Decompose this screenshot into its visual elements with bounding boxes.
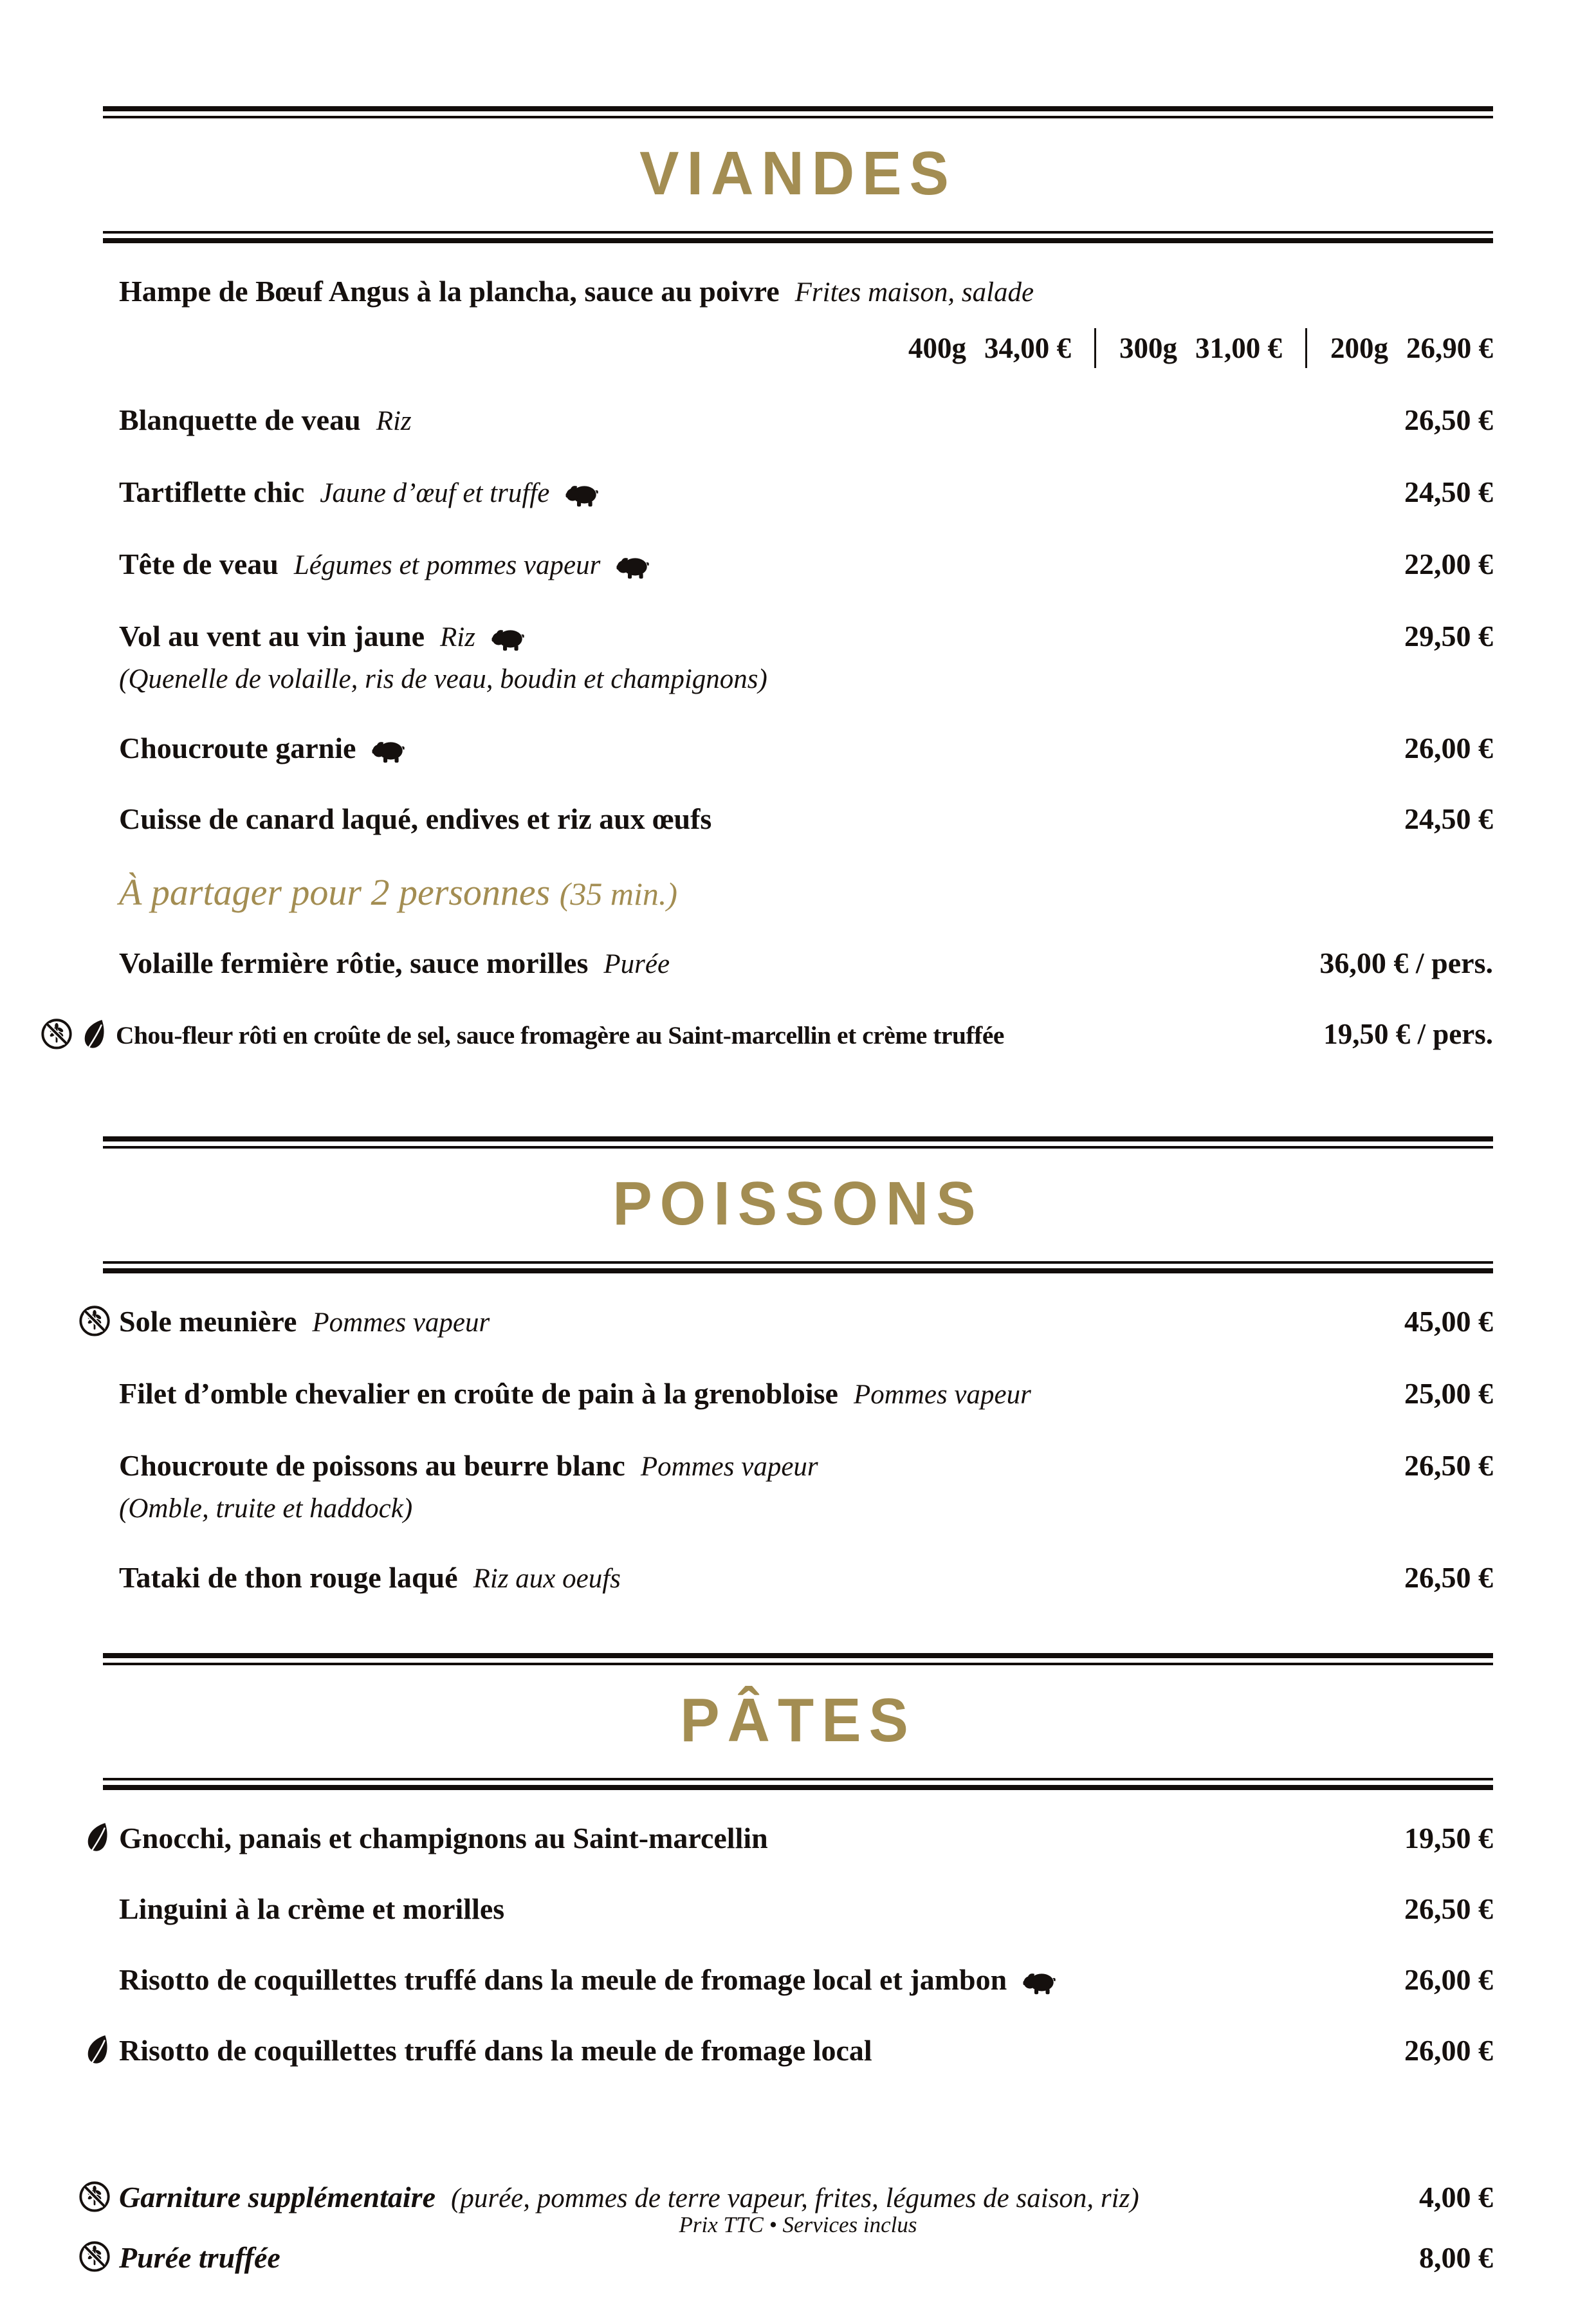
item-text [119,546,1404,584]
price-variant [908,331,1071,365]
variant-weight: 200g [1330,332,1388,364]
item-price: 26,50 € [1404,1449,1493,1482]
variant-weight: 400g [908,332,966,364]
item-row [119,546,1493,584]
item-row [119,618,1493,656]
item-garnish: Légumes et pommes vapeur [293,550,601,580]
item-text [119,1820,1404,1857]
item-text [119,474,1404,512]
item-price: 24,50 € [1404,476,1493,508]
price-per-person: / pers. [1408,947,1493,979]
item-row [116,1017,1493,1054]
dietary-icons [34,2240,111,2273]
menu-item [119,273,1493,368]
item-name: Hampe de Bœuf Angus à la plancha, sauce au poivre [119,275,780,308]
section-pates [103,1653,1493,2277]
item-price: 26,50 € [1404,1561,1493,1594]
item-price: 26,50 € [1404,1892,1493,1925]
item-garnish: Riz aux oeufs [473,1564,621,1594]
spacer [119,2103,1493,2179]
menu-item [119,474,1493,512]
item-text [119,273,1493,311]
section-rule-top [103,106,1493,118]
leaf-icon [84,2033,111,2065]
section-rule-bottom [103,1261,1493,1273]
item-name: Cuisse de canard laqué, endives et riz aux œufs [119,802,712,835]
section-rule-top [103,1136,1493,1149]
menu-item [119,730,1493,767]
menu-item [119,2179,1493,2217]
item-row [119,402,1493,440]
item-garnish: Riz [440,622,475,652]
item-garnish: Pommes vapeur [312,1307,490,1338]
variant-price: 26,90 € [1406,332,1493,364]
item-row [119,730,1493,767]
item-text [119,1961,1404,1999]
dietary-icons [31,1017,108,1051]
item-price: 25,00 € [1404,1377,1493,1410]
item-name: Purée truffée [119,2241,280,2274]
item-price: 26,00 € [1404,2034,1493,2067]
variant-weight: 300g [1119,332,1177,364]
dietary-icons [34,2180,111,2213]
item-row [119,1559,1493,1598]
section-rule-bottom [103,231,1493,243]
menu-item [119,1559,1493,1598]
item-row [119,945,1493,983]
item-row [119,1961,1493,1999]
item-name: Tataki de thon rouge laqué [119,1561,458,1594]
item-garnish: Jaune d’œuf et truffe [320,478,550,508]
item-text [116,1017,1323,1054]
menu-item [119,402,1493,440]
share-subheading-note: (35 min.) [559,876,678,912]
section-items [103,1273,1493,1598]
item-name: Sole meunière [119,1305,297,1338]
item-text [119,1890,1404,1928]
item-garnish: (purée, pommes de terre vapeur, frites, légumes de saison, riz) [451,2183,1139,2213]
menu-item [119,1375,1493,1414]
item-name: Garniture supplémentaire [119,2181,436,2213]
item-text [119,945,1319,983]
leaf-icon [81,1018,108,1050]
item-row [119,800,1493,838]
item-price: 26,00 € [1404,1963,1493,1996]
pig-icon [490,625,526,652]
pig-icon [564,481,600,508]
section-items [103,243,1493,1054]
item-row [119,2032,1493,2069]
item-name: Filet d’omble chevalier en croûte de pain à la grenobloise [119,1377,838,1410]
item-text [119,1303,1404,1342]
item-row [119,474,1493,512]
item-garnish: Riz [376,406,412,436]
section-items [103,1790,1493,2277]
gluten-free-icon [78,2180,111,2213]
item-price: 26,50 € [1404,403,1493,436]
menu-item [119,1303,1493,1342]
section-rule-bottom [103,1778,1493,1790]
item-text [119,402,1404,440]
item-name: Choucroute de poissons au beurre blanc [119,1449,625,1482]
item-name: Risotto de coquillettes truffé dans la meule de fromage local et jambon [119,1963,1007,1996]
item-name: Risotto de coquillettes truffé dans la meule de fromage local [119,2034,872,2067]
menu-item [119,1890,1493,1928]
variant-price: 34,00 € [984,332,1071,364]
variant-price: 31,00 € [1195,332,1282,364]
item-name: Volaille fermière rôtie, sauce morilles [119,947,589,979]
gluten-free-icon [78,1304,111,1338]
section-title: POISSONS [612,1169,984,1239]
item-name: Blanquette de veau [119,403,361,436]
dietary-icons [34,1304,111,1338]
item-text [119,2179,1419,2217]
price-variant [1094,328,1282,368]
price-per-person: / pers. [1410,1018,1493,1050]
item-price: 24,50 € [1404,802,1493,835]
item-name: Gnocchi, panais et champignons au Saint-marcellin [119,1822,768,1854]
section-rule-top [103,1653,1493,1665]
item-garnish: Frites maison, salade [794,277,1034,308]
share-subheading: À partager pour 2 personnes (35 min.) [119,871,678,913]
item-name: Tartiflette chic [119,476,305,508]
item-row [119,1820,1493,1857]
item-price: 8,00 € [1419,2241,1493,2274]
item-price: 36,00 € / pers. [1319,947,1493,979]
menu-item [119,945,1493,983]
section-poissons [103,1136,1493,1598]
menu-item [119,2239,1493,2277]
item-name: Choucroute garnie [119,732,356,764]
item-row [119,1447,1493,1486]
menu-item [119,1961,1493,1999]
item-price: 19,50 € [1404,1822,1493,1854]
item-price: 29,50 € [1404,620,1493,652]
pig-icon [370,737,406,764]
item-text [119,1375,1404,1414]
item-text [119,618,1404,656]
item-garnish: Pommes vapeur [640,1452,818,1482]
item-note: (Quenelle de volaille, ris de veau, boudin et champignons) [119,664,767,694]
price-variants [119,328,1493,368]
item-price: 45,00 € [1404,1305,1493,1338]
pig-icon [1021,1968,1057,1995]
section-title: PÂTES [680,1686,916,1755]
menu-item [116,1017,1493,1054]
pig-icon [614,553,650,580]
price-variant [1305,328,1493,368]
menu-item [119,2032,1493,2069]
item-price: 22,00 € [1404,548,1493,580]
dietary-icons [34,1821,111,1853]
menu-item [119,800,1493,838]
menu-item [119,1820,1493,1857]
footer-note: Prix TTC • Services inclus [679,2212,917,2237]
item-text [119,2239,1419,2277]
item-garnish: Pommes vapeur [853,1380,1031,1410]
section-title: VIANDES [639,139,957,208]
item-text [119,2032,1404,2069]
item-text [119,800,1404,838]
leaf-icon [84,1821,111,1853]
menu-item [119,1447,1493,1526]
item-row [119,2239,1493,2277]
item-note: (Omble, truite et haddock) [119,1493,413,1524]
item-row [119,1890,1493,1928]
menu-item [119,546,1493,584]
gluten-free-icon [78,2240,111,2273]
item-name: Linguini à la crème et morilles [119,1892,505,1925]
item-price: 19,50 € / pers. [1323,1018,1493,1050]
item-row [119,2179,1493,2217]
item-text [119,1559,1404,1598]
item-name: Chou-fleur rôti en croûte de sel, sauce fromagère au Saint-marcellin et crème truffée [116,1021,1004,1049]
item-row [119,1303,1493,1342]
item-text [119,1447,1404,1486]
item-row [119,273,1493,311]
item-name: Vol au vent au vin jaune [119,620,425,652]
menu-item [119,618,1493,696]
item-name: Tête de veau [119,548,279,580]
gluten-free-icon [40,1017,73,1051]
item-price: 26,00 € [1404,732,1493,764]
section-viandes [103,106,1493,1054]
item-text [119,730,1404,767]
item-price: 4,00 € [1419,2181,1493,2213]
item-garnish: Purée [603,949,670,979]
item-row [119,1375,1493,1414]
dietary-icons [34,2033,111,2065]
menu-content [103,106,1493,2310]
